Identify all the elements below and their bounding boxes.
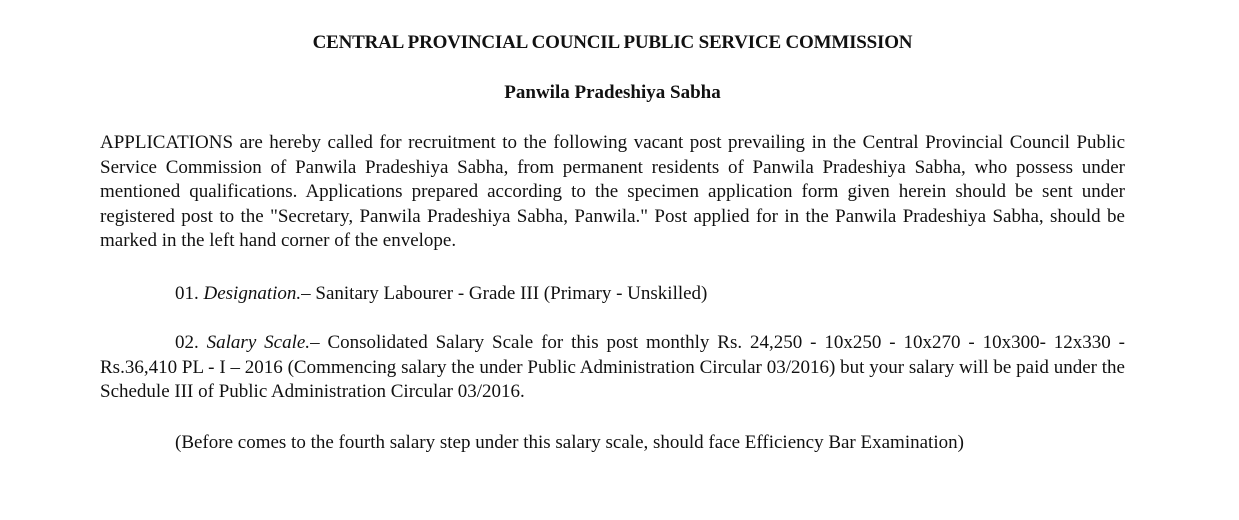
item-text: – Consolidated Salary Scale for this post monthly Rs. 24,250 - 10x250 - 10x270 - 10x300- 12x330 - Rs.36,410 PL - I – 2016 (Commencing salary the under Public Administration Circular 03/2016) but your salary will be paid under the Schedule III of Public Administration Circular 03/2016. — [100, 332, 1126, 403]
item-number: 02. — [175, 332, 199, 353]
item-designation — [100, 282, 1125, 307]
item-number: 01. — [175, 283, 199, 304]
intro-paragraph: APPLICATIONS are hereby called for recruitment to the following vacant post prevailing in the Central Provincial Council Public Service Commission of Panwila Pradeshiya Sabha, from permanent residents of Panwila Pradeshiya Sabha, who possess under mentioned qualifications. Applications prepared according to the specimen application form given herein should be sent under registered post to the "Secretary, Panwila Pradeshiya Sabha, Panwila." Post applied for in the Panwila Pradeshiya Sabha, should be marked in the left hand corner of the envelope. — [100, 132, 1125, 252]
page-subtitle: Panwila Pradeshiya Sabha — [504, 82, 721, 103]
item-text: – Sanitary Labourer - Grade III (Primary - Unskilled) — [301, 283, 708, 304]
item-salary-scale — [100, 331, 1125, 405]
efficiency-bar-note: (Before comes to the fourth salary step under this salary scale, should face Efficiency Bar Examination) — [175, 432, 964, 453]
page-title: CENTRAL PROVINCIAL COUNCIL PUBLIC SERVICE COMMISSION — [312, 32, 913, 53]
item-label: Salary Scale. — [206, 332, 311, 353]
item-label: Designation. — [203, 283, 302, 304]
